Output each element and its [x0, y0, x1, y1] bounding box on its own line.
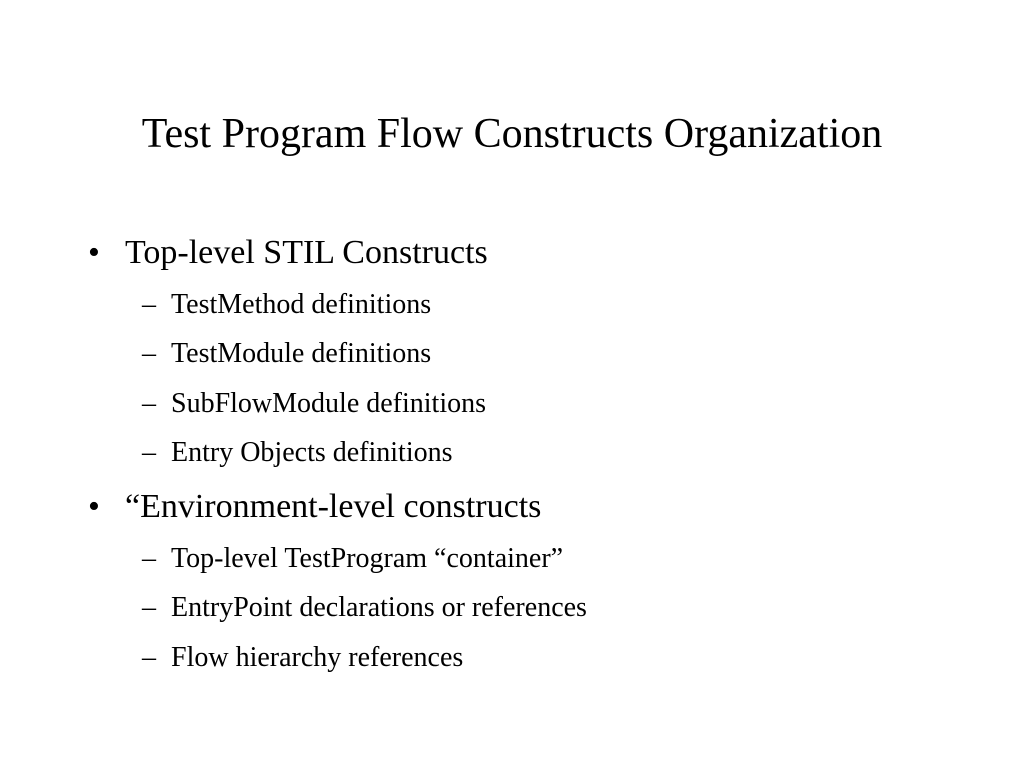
dash-marker: –	[142, 642, 156, 673]
sub-item	[0, 641, 1024, 675]
dash-marker: –	[142, 289, 156, 320]
sub-item-text: TestModule definitions	[171, 338, 432, 369]
sub-item	[0, 387, 1024, 421]
sub-item-text: Flow hierarchy references	[171, 642, 464, 673]
sub-item	[0, 436, 1024, 470]
sub-item-text: SubFlowModule definitions	[171, 388, 487, 419]
sub-item-text: Top-level TestProgram “container”	[171, 543, 564, 574]
sub-item	[0, 542, 1024, 576]
dash-marker: –	[142, 388, 156, 419]
bullet-item	[0, 487, 1024, 527]
bullet-marker: •	[88, 234, 100, 271]
sub-item-text: TestMethod definitions	[171, 289, 432, 320]
sub-item-text: EntryPoint declarations or references	[171, 592, 587, 623]
sub-item	[0, 337, 1024, 371]
bullet-text: Top-level STIL Constructs	[125, 234, 488, 271]
dash-marker: –	[142, 338, 156, 369]
dash-marker: –	[142, 543, 156, 574]
bullet-text: “Environment-level constructs	[125, 488, 542, 525]
sub-item-text: Entry Objects definitions	[171, 437, 453, 468]
slide-title: Test Program Flow Constructs Organization	[141, 111, 883, 157]
dash-marker: –	[142, 592, 156, 623]
bullet-item	[0, 233, 1024, 273]
sub-item	[0, 288, 1024, 322]
bullet-marker: •	[88, 488, 100, 525]
dash-marker: –	[142, 437, 156, 468]
sub-item	[0, 591, 1024, 625]
